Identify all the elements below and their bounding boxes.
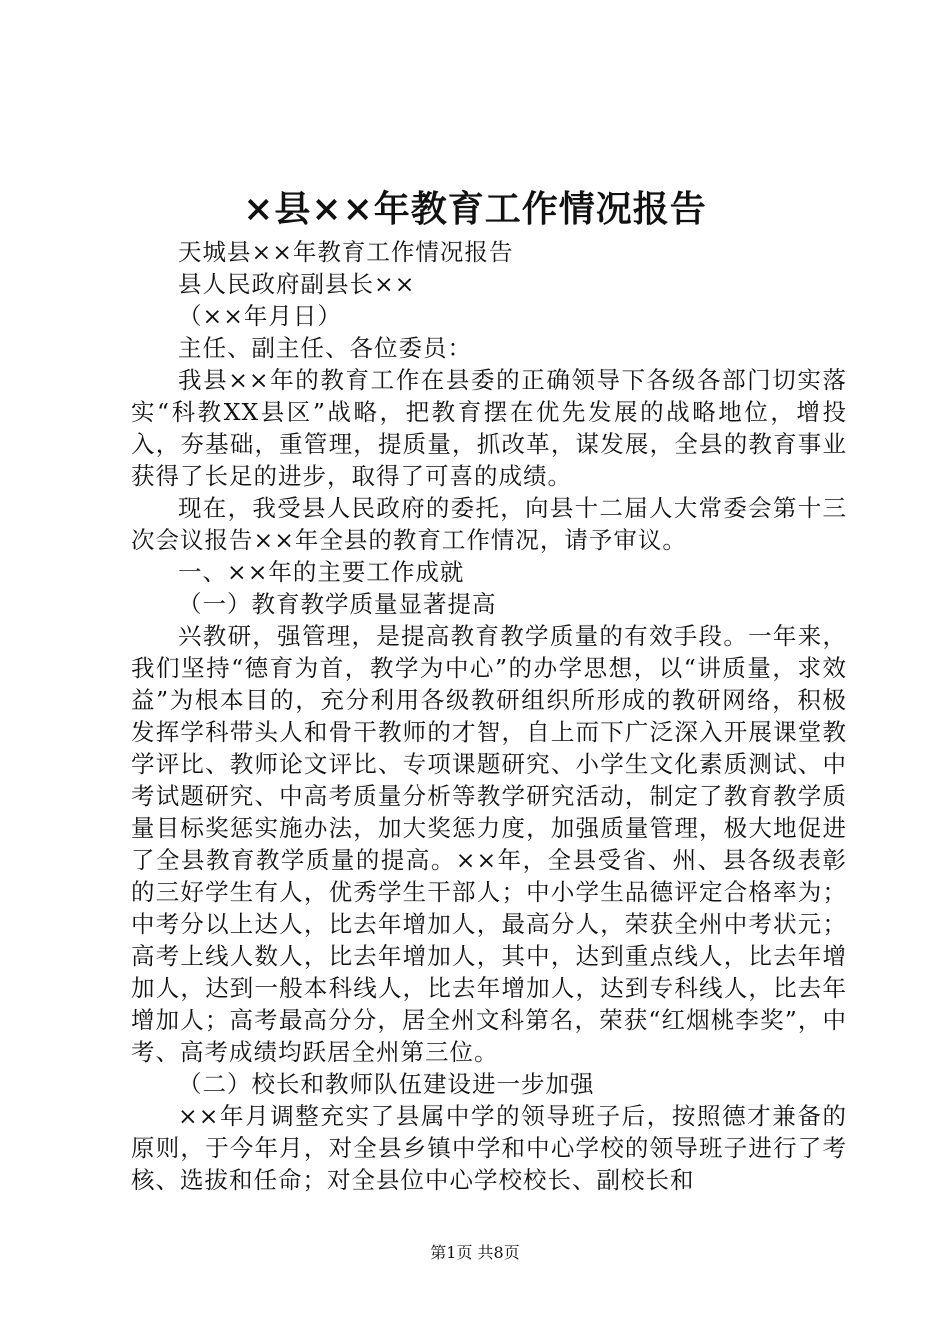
subsection-heading-2: （二）校长和教师队伍建设进一步加强 [178,1070,595,1098]
page-number-footer: 第1页 共8页 [430,1243,520,1262]
paragraph-quality: 兴教研，强管理，是提高教育教学质量的有效手段。一年来，我们坚持“德育为首，教学为中心”的办学思想，以“讲质量，求效益”为根本目的，充分利用各级教研组织所形成的教研网络，积极发挥学科带头人和骨干教师的才智，自上而下广泛深入开展课堂教学评比、教师论文评比、专项课题研究、小学生文化素质测试、中考试题研究、中高考质量分析等教学研究活动，制定了教育教学质量目标奖惩实施办法，加大奖惩力度，加强质量管理，极大地促进了全县教育教学质量的提高。××年，全县受省、州、县各级表彰的三好学生有人，优秀学生干部人；中小学生品德评定合格率为；中考分以上达人，比去年增加人，最高分人，荣获全州中考状元；高考上线人数人，比去年增加人，其中，达到重点线人，比去年增加人，达到一般本科线人，比去年增加人，达到专科线人，比去年增加人；高考最高分分，居全州文科第名，荣获“红烟桃李奖”，中考、高考成绩均跃居全州第三位。 [131,622,847,1066]
paragraph-leadership: ××年月调整充实了县属中学的领导班子后，按照德才兼备的原则，于今年月，对全县乡镇中学和中心学校的领导班子进行了考核、选拔和任命；对全县位中心学校校长、副校长和 [131,1102,847,1194]
paragraph-date: （××年月日） [178,302,342,330]
paragraph-purpose: 现在，我受县人民政府的委托，向县十二届人大常委会第十三次会议报告××年全县的教育工作情况，请予审议。 [131,494,847,554]
paragraph-author: 县人民政府副县长×× [178,270,416,298]
document-title: ×县××年教育工作情况报告 [243,188,707,230]
paragraph-subtitle: 天城县××年教育工作情况报告 [178,238,514,266]
document-body [131,236,847,1196]
paragraph-intro: 我县××年的教育工作在县委的正确领导下各级各部门切实落实“科教XX县区”战略，把教育摆在优先发展的战略地位，增投入，夯基础，重管理，提质量，抓改革，谋发展，全县的教育事业获得了长足的进步，取得了可喜的成绩。 [131,366,847,490]
subsection-heading-1: （一）教育教学质量显著提高 [178,590,497,618]
paragraph-salutation: 主任、副主任、各位委员： [178,334,472,362]
section-heading-1: 一、××年的主要工作成就 [178,558,465,586]
